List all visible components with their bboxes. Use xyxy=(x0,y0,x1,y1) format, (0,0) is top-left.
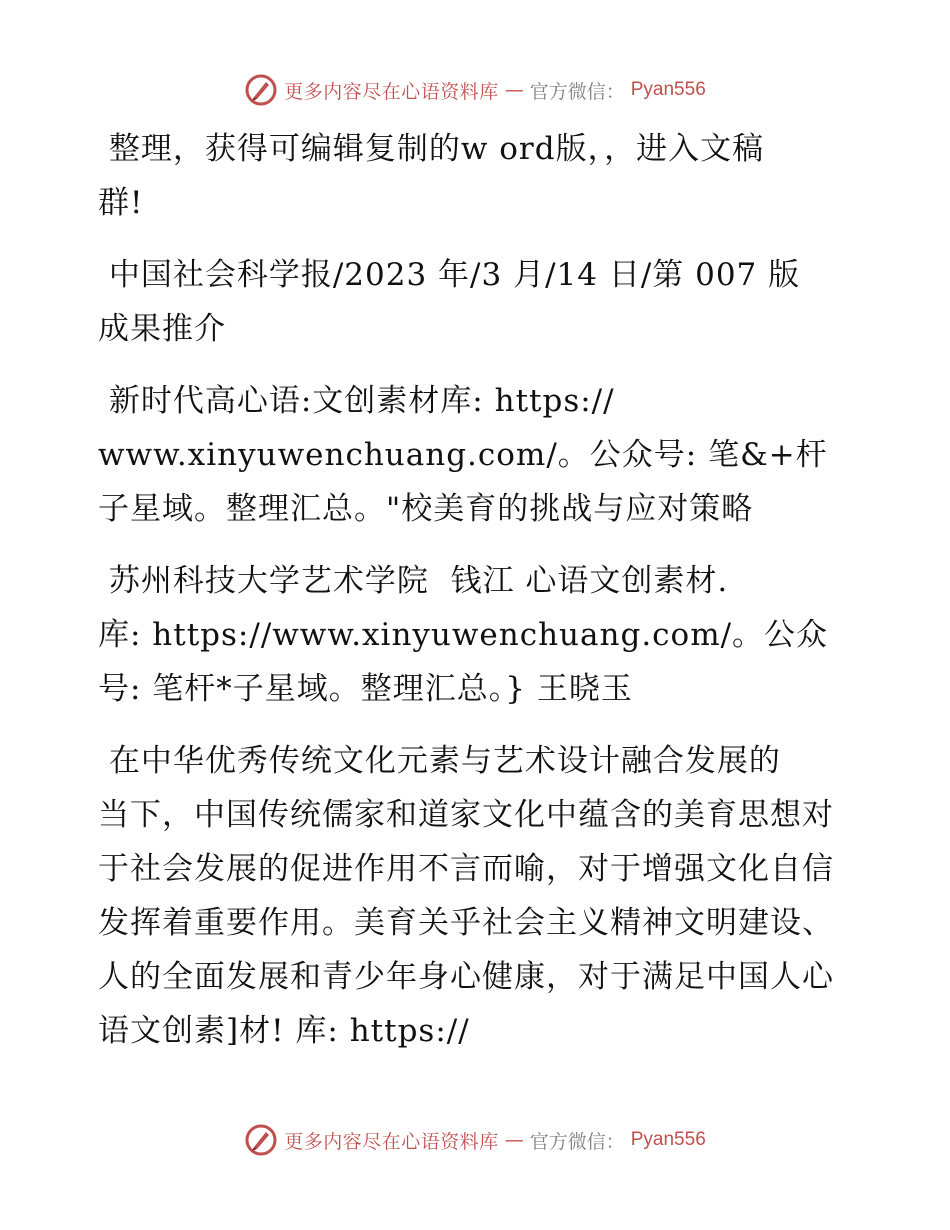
header-banner xyxy=(0,70,950,110)
banner-dash: — xyxy=(504,79,524,101)
paragraph-3 xyxy=(98,374,858,536)
paragraph-2 xyxy=(98,248,858,356)
paragraph-4 xyxy=(98,554,858,716)
banner-wechat-id: Pyan556 xyxy=(630,79,706,100)
paragraph-rest: 群! xyxy=(98,185,144,221)
banner-official-label: 官方微信： xyxy=(529,1130,625,1153)
paragraph-rest: www.xinyuwenchuang.com/。公众号: 笔&+杆子星域。整理汇总。"校美育的挑战与应对策略 xyxy=(98,437,828,527)
paragraph-line: 整理，获得可编辑复制的w ord版，，进入文稿 xyxy=(98,131,765,167)
paragraph-line: 苏州科技大学艺术学院 钱江 心语文创素材. xyxy=(98,563,729,599)
banner-text: 更多内容尽在心语资料库 xyxy=(284,80,499,103)
paragraph-line: 中国社会科学报/2023 年/3 月/14 日/第 007 版 xyxy=(98,257,801,293)
paragraph-rest: 成果推介 xyxy=(98,311,226,347)
paragraph-rest: 当下，中国传统儒家和道家文化中蕴含的美育思想对于社会发展的促进作用不言而喻，对于增强文化自信发挥着重要作用。美育关乎社会主义精神文明建设、人的全面发展和青少年身心健康，对于满足中国人心语文创素]材! 库: https:// xyxy=(98,797,834,1049)
pen-logo-icon xyxy=(244,73,278,107)
banner-dash: — xyxy=(504,1129,524,1151)
banner-text: 更多内容尽在心语资料库 xyxy=(284,1130,499,1153)
footer-banner xyxy=(0,1120,950,1160)
document-body xyxy=(98,122,858,1076)
paragraph-rest: 库: https://www.xinyuwenchuang.com/。公众号: 笔杆*子星域。整理汇总。} 王晓玉 xyxy=(98,617,829,707)
paragraph-line: 新时代高心语:文创素材库: https:// xyxy=(98,383,615,419)
paragraph-line: 在中华优秀传统文化元素与艺术设计融合发展的 xyxy=(98,743,781,779)
banner-wechat-id: Pyan556 xyxy=(630,1129,706,1150)
banner-official-label: 官方微信： xyxy=(529,80,625,103)
paragraph-5 xyxy=(98,734,858,1058)
pen-logo-icon xyxy=(244,1123,278,1157)
paragraph-1 xyxy=(98,122,858,230)
